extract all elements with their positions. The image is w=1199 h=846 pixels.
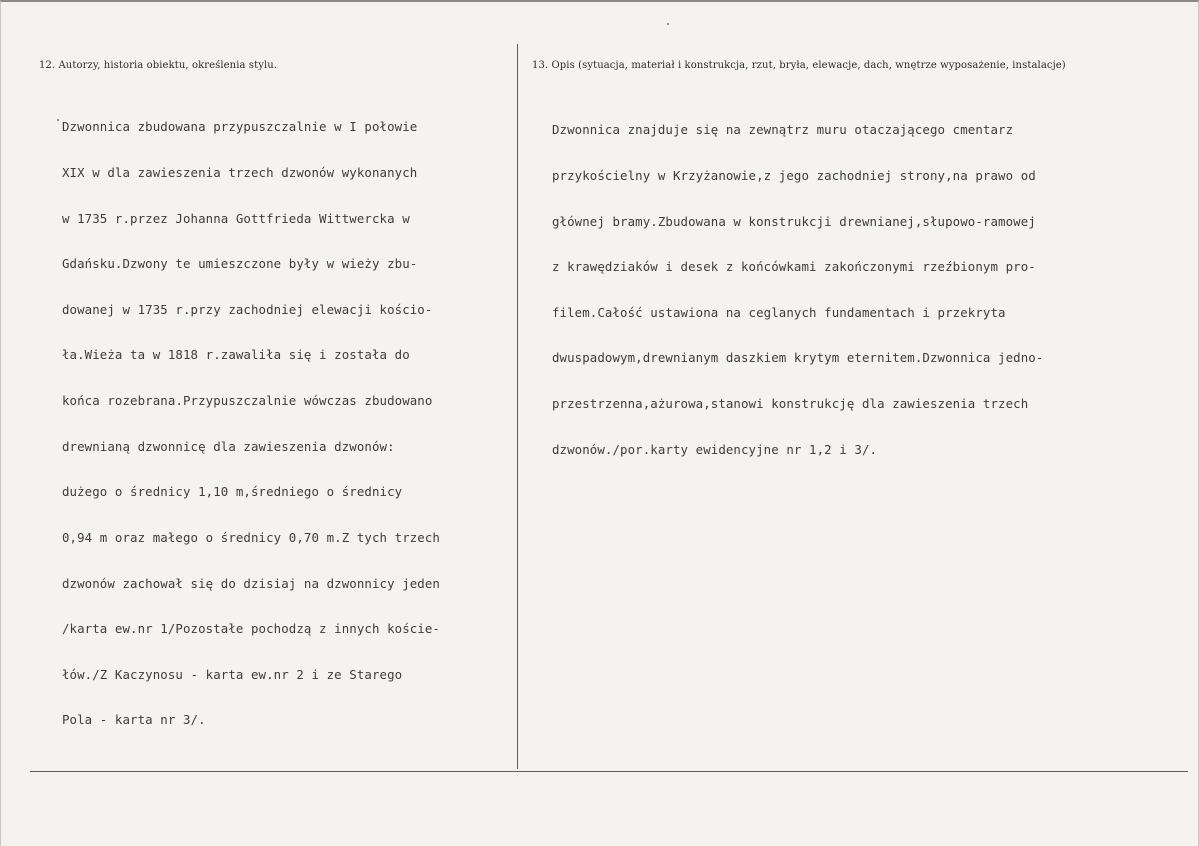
text-line: przestrzenna,ażurowa,stanowi konstrukcję dla zawieszenia trzech	[552, 396, 1029, 412]
bottom-rule	[30, 771, 1188, 772]
text-line: łów./Z Kaczynosu - karta ew.nr 2 i ze Starego	[62, 666, 403, 682]
text-line: ła.Wieża ta w 1818 r.zawaliła się i została do	[62, 347, 410, 363]
text-line: dużego o średnicy 1,10 m,średniego o średnicy	[62, 484, 403, 500]
text-line: Dzwonnica zbudowana przypuszczalnie w I połowie	[62, 119, 418, 135]
section-13-typed-text	[552, 92, 1043, 487]
text-line: dzwonów zachował się do dzisiaj na dzwonnicy jeden	[62, 575, 440, 591]
text-line: dowanej w 1735 r.przy zachodniej elewacji kościo-	[62, 301, 433, 317]
text-line: głównej bramy.Zbudowana w konstrukcji drewnianej,słupowo-ramowej	[552, 213, 1036, 229]
text-line: z krawędziaków i desek z końcówkami zakończonymi rzeźbionym pro-	[552, 259, 1036, 275]
text-line: Dzwonnica znajduje się na zewnątrz muru otaczającego cmentarz	[552, 122, 1014, 138]
section-12-heading: 12. Autorzy, historia obiektu, określenia stylu.	[39, 60, 278, 71]
text-line: /karta ew.nr 1/Pozostałe pochodzą z innych koście-	[62, 621, 440, 637]
text-line: Pola - karta nr 3/.	[62, 712, 206, 728]
section-13-heading: 13. Opis (sytuacja, materiał i konstrukcja, rzut, bryła, elewacje, dach, wnętrze wyposażenie, instalacje)	[532, 60, 1066, 71]
text-line: drewnianą dzwonnicę dla zawieszenia dzwonów:	[62, 438, 395, 454]
section-12-typed-text	[62, 89, 440, 758]
text-line: przykościelny w Krzyżanowie,z jego zachodniej strony,na prawo od	[552, 168, 1036, 184]
paper-speck	[667, 23, 669, 25]
text-line: w 1735 r.przez Johanna Gottfrieda Wittwercka w	[62, 210, 410, 226]
text-line: filem.Całość ustawiona na ceglanych fundamentach i przekryta	[552, 304, 1006, 320]
text-line: dwuspadowym,drewnianym daszkiem krytym eternitem.Dzwonnica jedno-	[552, 350, 1044, 366]
text-line: 0,94 m oraz małego o średnicy 0,70 m.Z tych trzech	[62, 529, 440, 545]
paper-speck	[57, 119, 59, 121]
text-line: końca rozebrana.Przypuszczalnie wówczas zbudowano	[62, 393, 433, 409]
column-divider	[517, 44, 518, 769]
text-line: dzwonów./por.karty ewidencyjne nr 1,2 i 3/.	[552, 441, 878, 457]
text-line: Gdańsku.Dzwony te umieszczone były w wieży zbu-	[62, 256, 418, 272]
text-line: XIX w dla zawieszenia trzech dzwonów wykonanych	[62, 165, 418, 181]
